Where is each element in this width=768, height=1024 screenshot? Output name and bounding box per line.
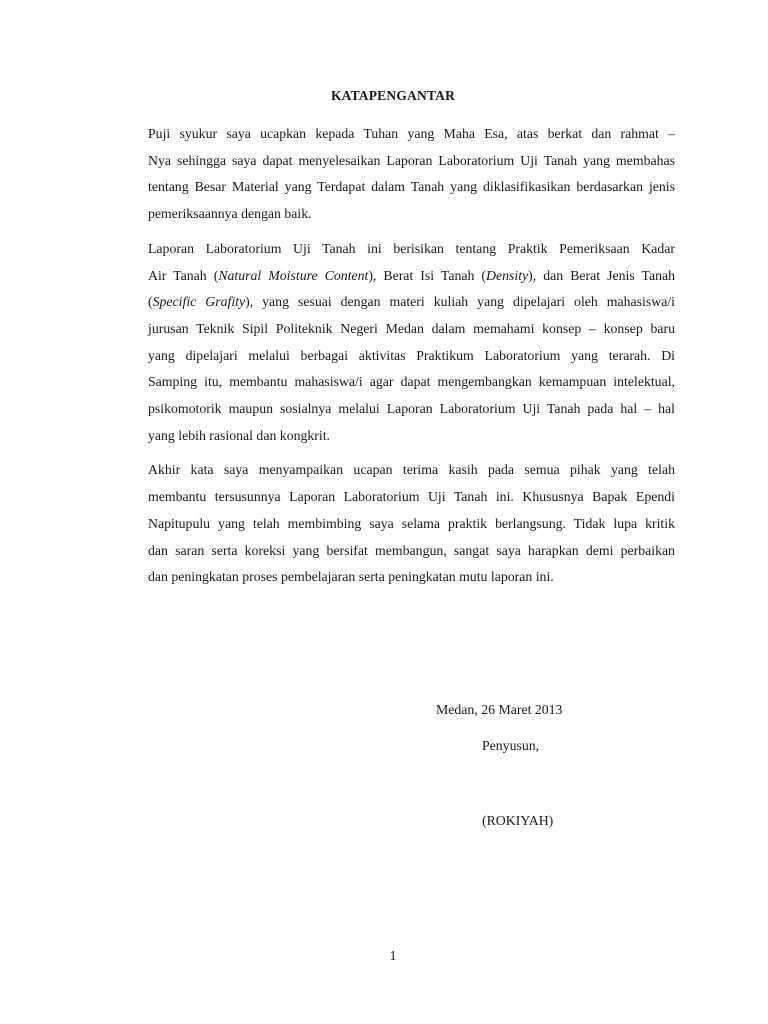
text-run: Air Tanah ( [148,267,219,283]
signature-role: Penyusun, [482,738,540,753]
text-line: Napitupulu yang telah membimbing saya selama praktik berlangsung. Tidak lupa kritik [148,515,675,531]
page-title: KATAPENGANTAR [330,88,456,103]
text-run: ), dan Berat Jenis Tanah [528,267,675,283]
paragraph-1 [110,121,675,228]
page-number: 1 [389,948,397,963]
text-line: dan peningkatan proses pembelajaran serta peningkatan mutu laporan ini. [148,569,554,585]
text-line: jurusan Teknik Sipil Politeknik Negeri Medan dalam memahami konsep – konsep baru [148,320,675,336]
document-body [110,121,675,599]
text-line: yang dipelajari melalui berbagai aktivitas Praktikum Laboratorium yang terarah. Di [148,347,675,363]
italic-term: Natural Moisture Content [218,267,369,283]
text-run: ), yang sesuai dengan materi kuliah yang dipelajari oleh mahasiswa/i [245,294,675,310]
text-run: ), Berat Isi Tanah ( [368,267,487,283]
text-line: Samping itu, membantu mahasiswa/i agar dapat mengembangkan kemampuan intelektual, [148,374,675,390]
signature-name: (ROKIYAH) [482,813,554,828]
text-line: Akhir kata saya menyampaikan ucapan terima kasih pada semua pihak yang telah [148,462,675,478]
paragraph-3 [110,457,675,591]
text-run: ( [148,294,153,310]
text-line: yang lebih rasional dan kongkrit. [148,427,331,443]
text-line: tentang Besar Material yang Terdapat dalam Tanah yang diklasifikasikan berdasarkan jenis [148,179,675,195]
text-line: pemeriksaannya dengan baik. [148,206,312,222]
text-line: Puji syukur saya ucapkan kepada Tuhan yang Maha Esa, atas berkat dan rahmat – [148,126,675,141]
text-line: dan saran serta koreksi yang bersifat membangun, sangat saya harapkan demi perbaikan [148,542,675,558]
signature-place-date: Medan, 26 Maret 2013 [436,702,563,717]
text-line: Nya sehingga saya dapat menyelesaikan Laporan Laboratorium Uji Tanah yang membahas [148,152,675,168]
text-line: Laporan Laboratorium Uji Tanah ini berisikan tentang Praktik Pemeriksaan Kadar [148,240,675,256]
paragraph-2 [110,236,675,450]
italic-term: Density [486,267,529,283]
text-line [110,289,675,316]
text-line: psikomotorik maupun sosialnya melalui Laporan Laboratorium Uji Tanah pada hal – hal [148,401,675,417]
italic-term: Specific Grafity [152,294,246,310]
text-line: membantu tersusunnya Laporan Laboratorium Uji Tanah ini. Khususnya Bapak Ependi [148,489,675,505]
text-line [110,263,675,290]
